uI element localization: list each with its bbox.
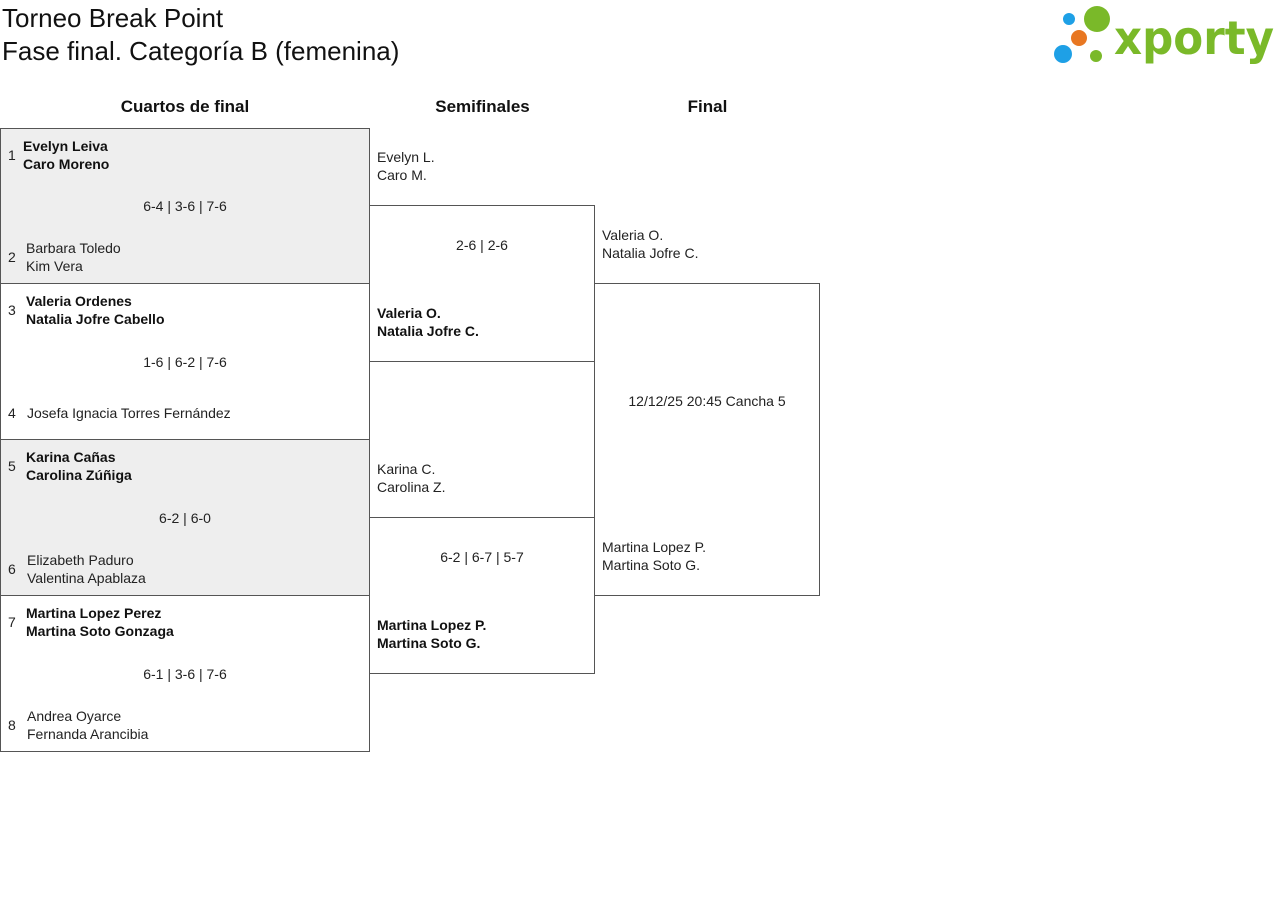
- semifinal-1-team-top: [377, 148, 435, 184]
- match-score: 6-2 | 6-7 | 5-7: [440, 549, 524, 565]
- player-name: Valeria Ordenes: [26, 293, 132, 309]
- seed-number: 3: [8, 302, 16, 318]
- team-top: [26, 604, 174, 640]
- logo-dot-blue-large: [1054, 45, 1072, 63]
- final-team-top: [602, 226, 698, 262]
- player-name: Martina Lopez P.: [602, 539, 707, 555]
- logo-dot-green-large: [1084, 6, 1110, 32]
- logo-wordmark: xporty: [1114, 11, 1275, 65]
- seed-number: 7: [8, 614, 16, 630]
- round-header-quarterfinals: Cuartos de final: [120, 97, 250, 116]
- final-team-bottom: [602, 538, 706, 574]
- seed-number: 8: [8, 717, 16, 733]
- player-name: Carolina Zúñiga: [26, 467, 132, 483]
- xporty-logo: [1050, 4, 1278, 68]
- match-score: 6-4 | 3-6 | 7-6: [143, 198, 227, 214]
- round-header-final: Final: [687, 97, 728, 116]
- player-name: Josefa Ignacia Torres Fernández: [27, 405, 231, 421]
- player-name: Carolina Z.: [377, 479, 446, 495]
- quarterfinal-match-3: [0, 439, 370, 596]
- seed-number: 6: [8, 561, 16, 577]
- seed-number: 1: [8, 147, 16, 163]
- seed-number: 2: [8, 249, 16, 265]
- player-name: Martina Soto Gonzaga: [26, 623, 174, 639]
- tournament-title: Torneo Break Point: [2, 3, 224, 33]
- quarterfinal-match-1: [0, 128, 370, 284]
- logo-dot-blue-small: [1063, 13, 1075, 25]
- player-name: Valeria O.: [602, 227, 664, 243]
- semifinal-match-1: [369, 205, 595, 362]
- player-name: Natalia Jofre C.: [602, 245, 699, 261]
- player-name: Natalia Jofre C.: [377, 323, 479, 339]
- player-name: Andrea Oyarce: [27, 708, 122, 724]
- match-score: 6-2 | 6-0: [159, 510, 211, 526]
- match-schedule: 12/12/25 20:45 Cancha 5: [628, 393, 786, 409]
- logo-dot-orange: [1071, 30, 1087, 46]
- quarterfinal-match-2: [0, 283, 370, 440]
- phase-subtitle: Fase final. Categoría B (femenina): [2, 36, 400, 66]
- team-top: [23, 137, 109, 173]
- player-name: Karina Cañas: [26, 449, 116, 465]
- semifinal-match-2: [369, 517, 595, 674]
- player-name: Valentina Apablaza: [27, 570, 146, 586]
- team-bottom: [27, 404, 231, 422]
- player-name: Martina Soto G.: [602, 557, 701, 573]
- player-name: Caro M.: [377, 167, 427, 183]
- team-bottom: [26, 239, 121, 275]
- player-name: Barbara Toledo: [26, 240, 121, 256]
- semifinal-1-team-bottom: [377, 304, 479, 340]
- player-name: Martina Soto G.: [377, 635, 481, 651]
- quarterfinal-match-4: [0, 595, 370, 752]
- player-name: Karina C.: [377, 461, 436, 477]
- player-name: Martina Lopez Perez: [26, 605, 162, 621]
- match-score: 6-1 | 3-6 | 7-6: [143, 666, 227, 682]
- semifinal-2-team-bottom: [377, 616, 486, 652]
- xporty-logo-graphic: [1050, 4, 1278, 68]
- player-name: Caro Moreno: [23, 156, 110, 172]
- player-name: Fernanda Arancibia: [27, 726, 149, 742]
- round-header-semifinals: Semifinales: [435, 97, 530, 116]
- player-name: Martina Lopez P.: [377, 617, 487, 633]
- player-name: Kim Vera: [26, 258, 83, 274]
- player-name: Elizabeth Paduro: [27, 552, 134, 568]
- player-name: Natalia Jofre Cabello: [26, 311, 165, 327]
- team-bottom: [27, 707, 148, 743]
- seed-number: 4: [8, 405, 16, 421]
- match-score: 2-6 | 2-6: [456, 237, 508, 253]
- player-name: Evelyn L.: [377, 149, 435, 165]
- seed-number: 5: [8, 458, 16, 474]
- player-name: Valeria O.: [377, 305, 441, 321]
- semifinal-2-team-top: [377, 460, 445, 496]
- match-score: 1-6 | 6-2 | 7-6: [143, 354, 227, 370]
- team-bottom: [27, 551, 146, 587]
- player-name: Evelyn Leiva: [23, 138, 108, 154]
- team-top: [26, 448, 132, 484]
- logo-dot-green-small: [1090, 50, 1102, 62]
- team-top: [26, 292, 165, 328]
